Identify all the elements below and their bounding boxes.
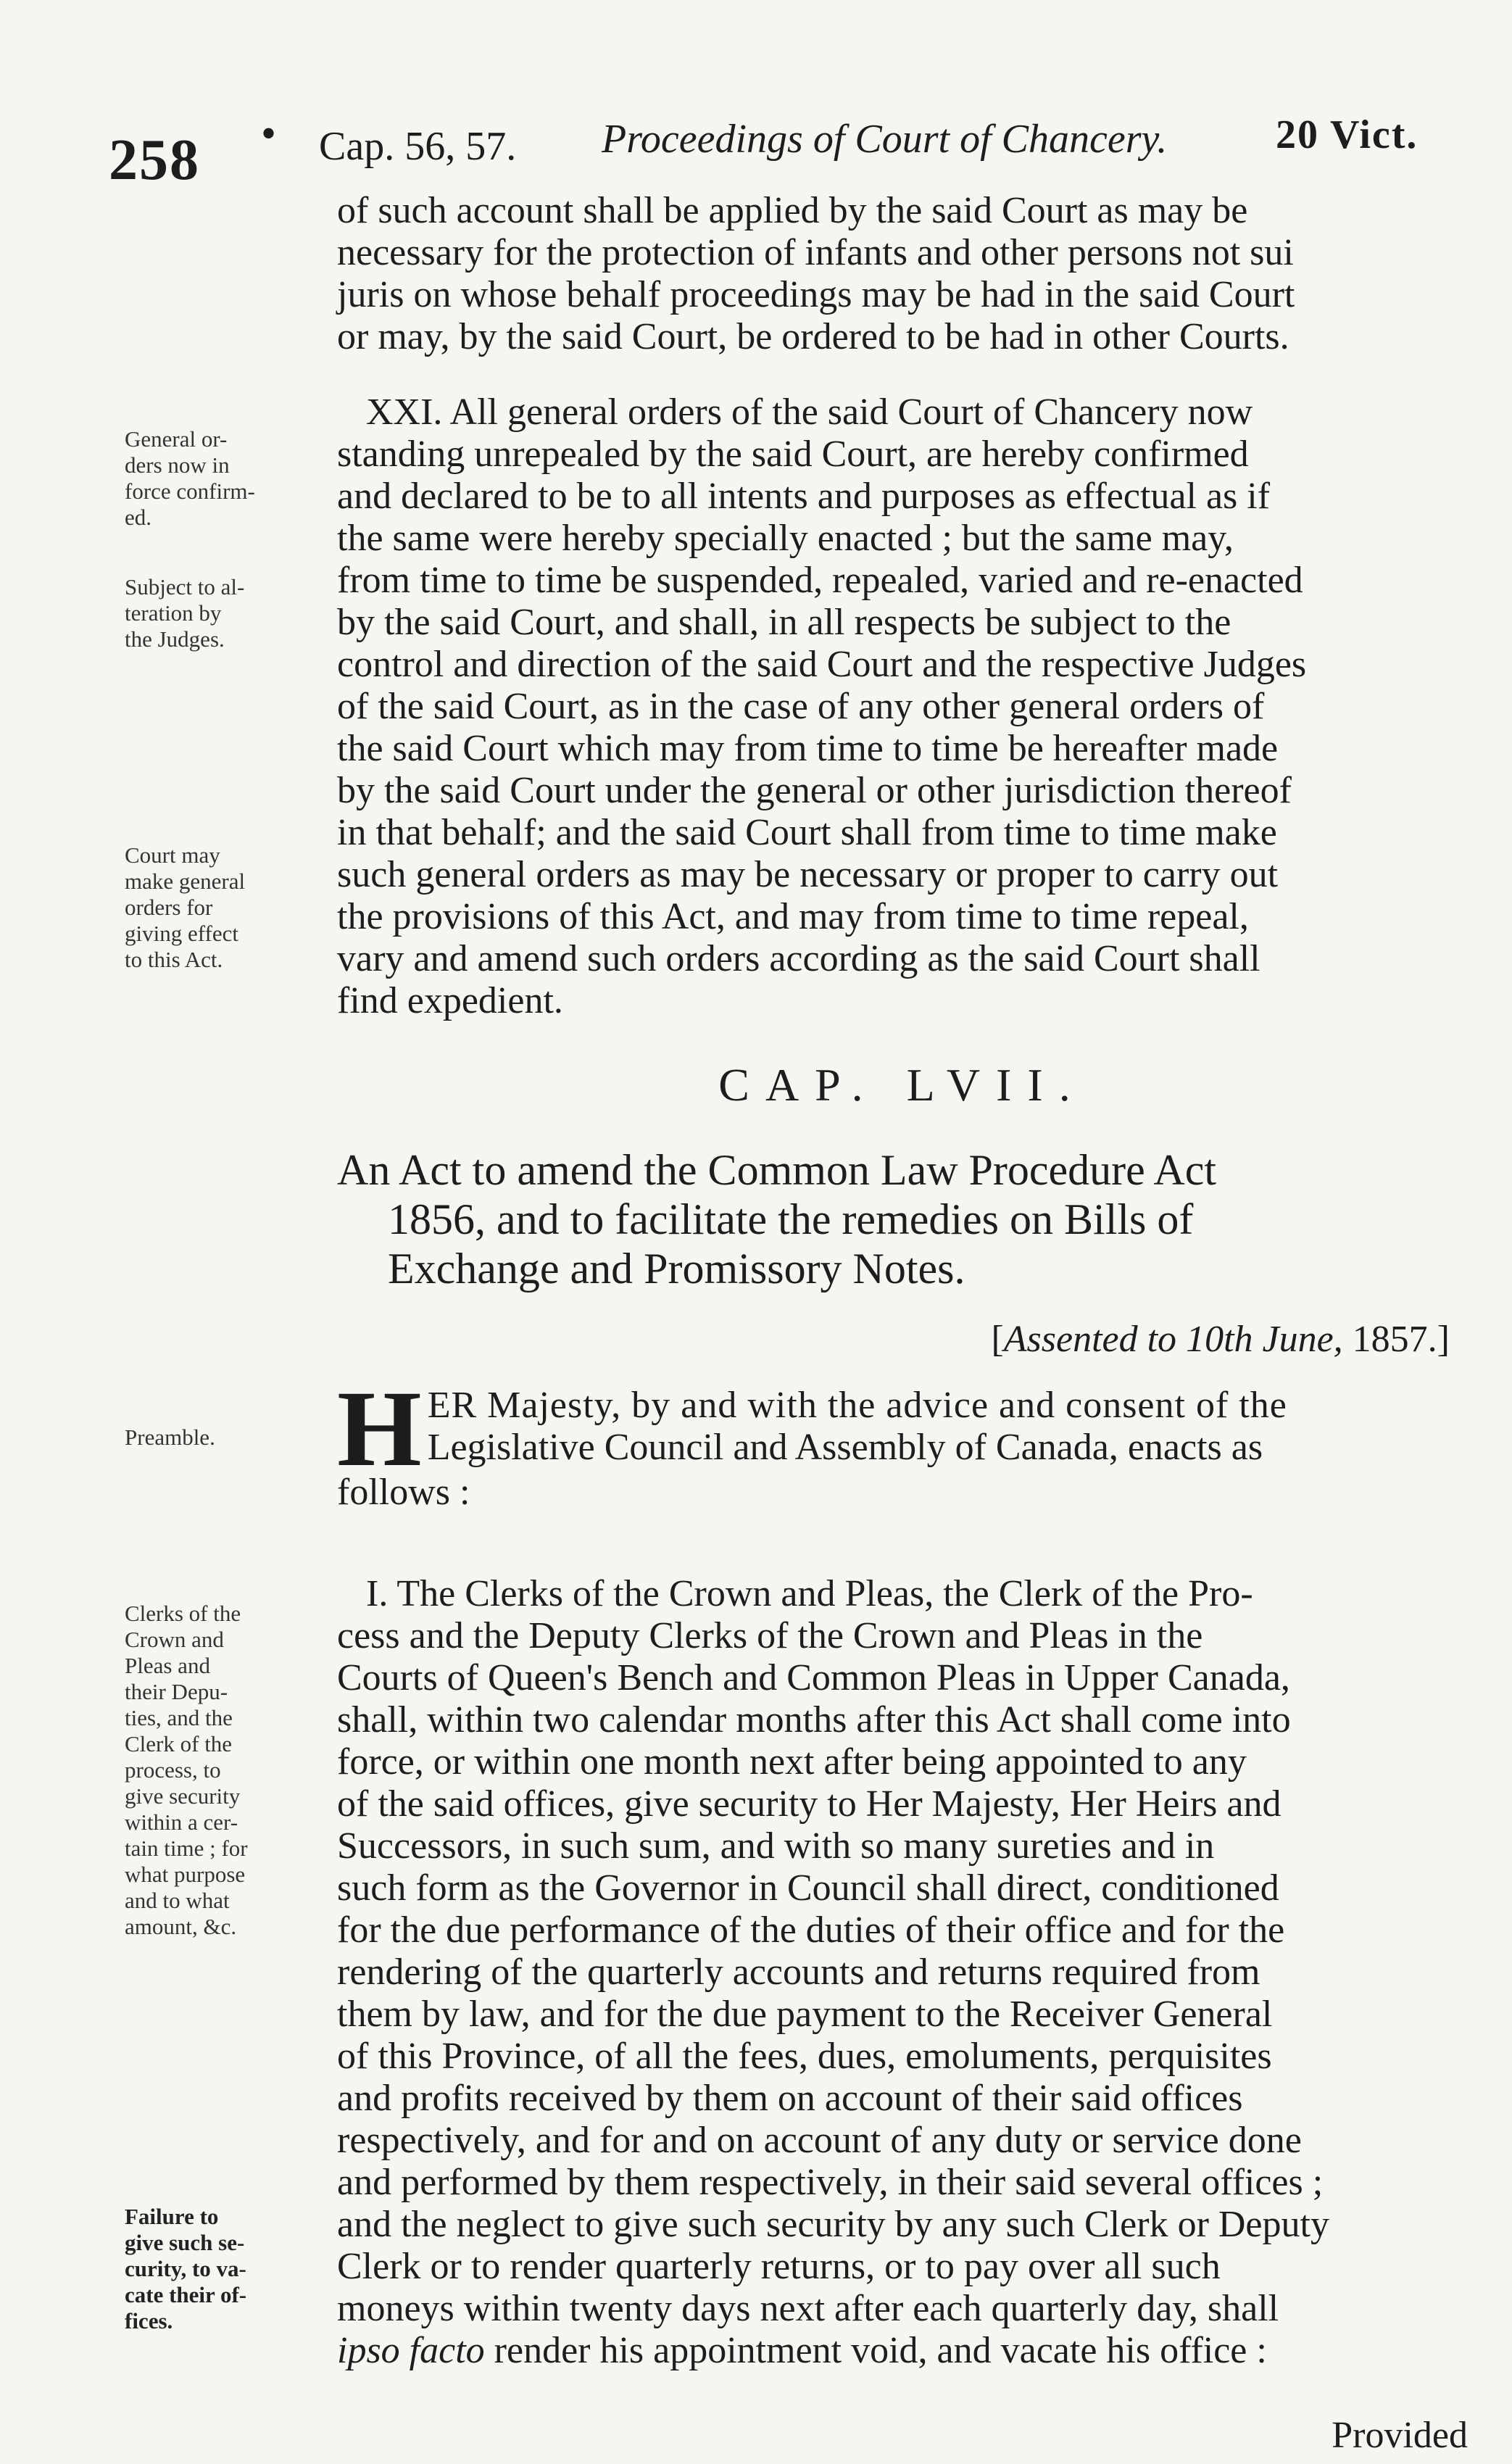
assent-date: [Assented to 10th June, 1857.]: [991, 1319, 1450, 1360]
text-line: such form as the Governor in Council shall direct, conditioned: [337, 1867, 1279, 1909]
act-title-line: Exchange and Promissory Notes.: [388, 1245, 965, 1293]
section-continued: [337, 190, 1468, 358]
act-title: [337, 1145, 1468, 1293]
text-line: force, or within one month next after being appointed to any: [337, 1741, 1247, 1783]
header-chapter: Cap. 56, 57.: [319, 124, 517, 169]
header-regnal-year: 20 Vict.: [1276, 112, 1418, 157]
text-line: cess and the Deputy Clerks of the Crown and Pleas in the: [337, 1615, 1203, 1656]
text-line: such general orders as may be necessary or proper to carry out: [337, 854, 1279, 895]
text-line: by the said Court under the general or other jurisdiction thereof: [337, 770, 1292, 811]
text-line: follows :: [337, 1472, 470, 1513]
text-line: Legislative Council and Assembly of Canada, enacts as: [427, 1427, 1263, 1468]
catchword-provided: Provided: [1332, 2415, 1468, 2456]
text-line: respectively, and for and on account of any duty or service done: [337, 2120, 1302, 2161]
italic-phrase: ipso facto: [337, 2330, 485, 2371]
text-line: of such account shall be applied by the said Court as may be: [337, 190, 1248, 231]
text-line: in that behalf; and the said Court shall from time to time make: [337, 812, 1277, 853]
text-line: and performed by them respectively, in their said several offices ;: [337, 2162, 1324, 2203]
section-xxi: [337, 391, 1468, 1022]
text-line: or may, by the said Court, be ordered to be had in other Courts.: [337, 316, 1289, 357]
section-i: [337, 1573, 1468, 2372]
marginal-note-clerks: Clerks of the Crown and Pleas and their Depu- ties, and the Clerk of the process, to give security within a cer- tain time ; for what purpose and to what amount, &c.: [125, 1601, 248, 1939]
text-line: ipso facto render his appointment void, and vacate his office :: [337, 2330, 1267, 2371]
text-line: by the said Court, and shall, in all respects be subject to the: [337, 602, 1231, 643]
text-line: moneys within twenty days next after each quarterly day, shall: [337, 2288, 1279, 2329]
text-line: standing unrepealed by the said Court, are hereby confirmed: [337, 434, 1249, 475]
text-line: and profits received by them on account of their said offices: [337, 2078, 1243, 2119]
text-line: find expedient.: [337, 980, 563, 1021]
marginal-note-preamble: Preamble.: [125, 1424, 215, 1450]
text-line: Successors, in such sum, and with so many sureties and in: [337, 1825, 1215, 1867]
text-line: Courts of Queen's Bench and Common Pleas in Upper Canada,: [337, 1657, 1290, 1698]
drop-cap: H: [337, 1369, 422, 1489]
text-line: of this Province, of all the fees, dues, emoluments, perquisites: [337, 2036, 1272, 2077]
text-line: the provisions of this Act, and may from time to time repeal,: [337, 896, 1249, 937]
marginal-note-failure: Failure to give such se- curity, to va- cate their of- fices.: [125, 2204, 247, 2334]
text-line: the said Court which may from time to time be hereafter made: [337, 728, 1279, 769]
text-line: for the due performance of the duties of their office and for the: [337, 1909, 1285, 1951]
text-line: XXI. All general orders of the said Court of Chancery now: [366, 391, 1253, 433]
text-line: from time to time be suspended, repealed, varied and re-enacted: [337, 560, 1303, 601]
text-line: rendering of the quarterly accounts and returns required from: [337, 1951, 1260, 1993]
act-title-line: 1856, and to facilitate the remedies on Bills of: [388, 1195, 1194, 1243]
text-line: vary and amend such orders according as the said Court shall: [337, 938, 1260, 979]
text-line: ER Majesty, by and with the advice and consent of the: [427, 1385, 1287, 1426]
page-number: 258: [109, 128, 200, 192]
header-title: Proceedings of Court of Chancery.: [602, 117, 1168, 162]
chapter-heading: CAP. LVII.: [718, 1059, 1087, 1111]
text-line: them by law, and for the due payment to the Receiver General: [337, 1994, 1273, 2035]
running-header: [109, 109, 1454, 192]
preamble: [337, 1369, 1468, 1514]
marginal-note-subject-to-alteration: Subject to al- teration by the Judges.: [125, 574, 245, 652]
text-line: I. The Clerks of the Crown and Pleas, the Clerk of the Pro-: [366, 1573, 1253, 1614]
marginal-note-general-orders: General or- ders now in force confirm- ed.: [125, 426, 255, 530]
marginal-note-court-may: Court may make general orders for giving effect to this Act.: [125, 842, 246, 972]
text-line: necessary for the protection of infants and other persons not sui: [337, 232, 1294, 273]
text-line: shall, within two calendar months after this Act shall come into: [337, 1699, 1291, 1741]
text-line: Clerk or to render quarterly returns, or to pay over all such: [337, 2246, 1221, 2287]
text-line: the same were hereby specially enacted ; but the same may,: [337, 518, 1234, 559]
header-dot: •: [261, 109, 277, 157]
text-line: juris on whose behalf proceedings may be had in the said Court: [337, 274, 1295, 315]
text-line: of the said Court, as in the case of any other general orders of: [337, 686, 1265, 727]
text-line: control and direction of the said Court and the respective Judges: [337, 644, 1307, 685]
text-line: and declared to be to all intents and purposes as effectual as if: [337, 476, 1271, 517]
text-line: of the said offices, give security to Her Majesty, Her Heirs and: [337, 1783, 1282, 1825]
text-line: and the neglect to give such security by any such Clerk or Deputy: [337, 2204, 1329, 2245]
act-title-line: An Act to amend the Common Law Procedure Act: [337, 1146, 1217, 1194]
